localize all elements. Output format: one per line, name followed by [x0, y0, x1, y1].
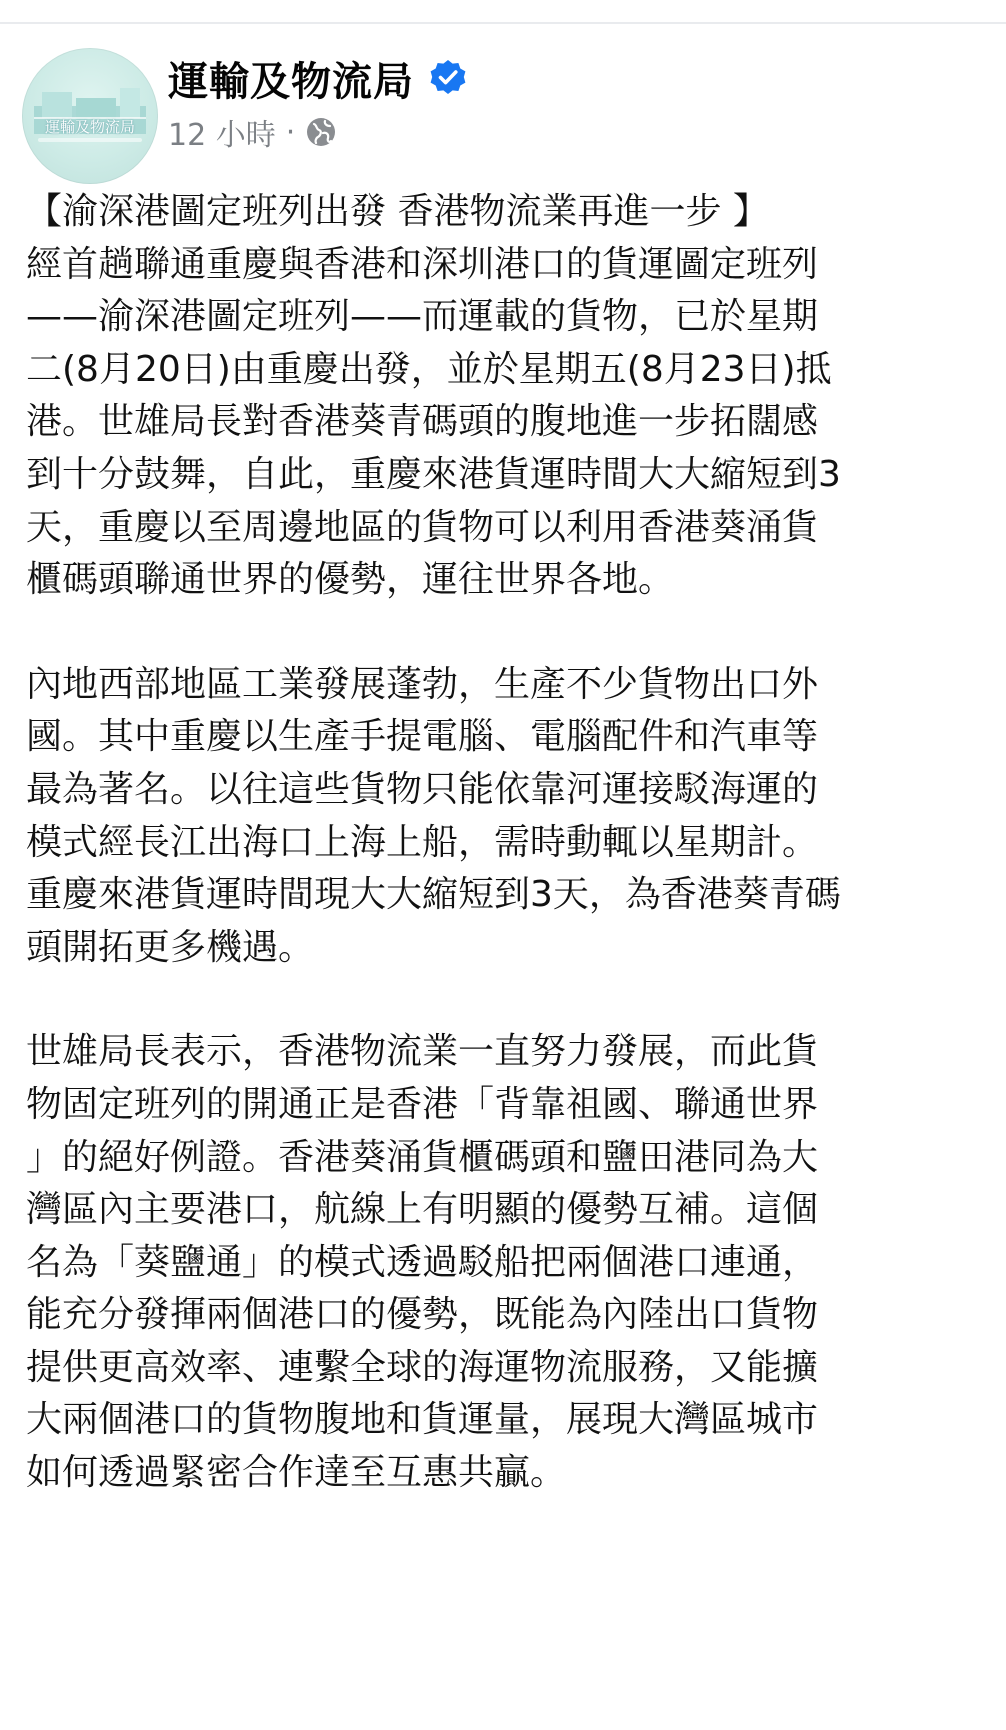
globe-icon[interactable] — [305, 116, 337, 148]
verified-badge-icon — [428, 58, 468, 98]
post-body — [26, 186, 956, 1500]
avatar-label: 運輸及物流局 — [44, 118, 135, 136]
avatar-subtitle-bar — [38, 138, 142, 142]
avatar[interactable] — [22, 48, 158, 184]
post-paragraph-3: 世雄局長表示，香港物流業一直努力發展，而此貨 物固定班列的開通正是香港「背靠祖國、聯通世界 」的絕好例證。香港葵涌貨櫃碼頭和鹽田港同為大 灣區內主要港口，航線上有明顯的優勢互補。這個 名為「葵鹽通」的模式透過駁船把兩個港口連通， 能充分發揮兩個港口的優勢，既能為內陸出口貨物 提供更高效率、連繫全球的海運物流服務，又能擴 大兩個港口的貨物腹地和貨運量，展現大灣區城市 如何透過緊密合作達至互惠共贏。 — [26, 1031, 819, 1494]
post-time[interactable]: 12 小時 — [168, 118, 276, 153]
author-row — [168, 48, 468, 108]
post-meta — [168, 108, 337, 156]
post-paragraph-2: 內地西部地區工業發展蓬勃，生產不少貨物出口外 國。其中重慶以生產手提電腦、電腦配件和汽車等 最為著名。以往這些貨物只能依靠河運接駁海運的 模式經長江出海口上海上船，需時動輒以星期計。 重慶來港貨運時間現大大縮短到3天，為香港葵青碼 頭開拓更多機遇。 — [26, 663, 841, 968]
page-name[interactable]: 運輸及物流局 — [168, 58, 414, 105]
meta-separator: · — [285, 114, 296, 150]
top-divider — [0, 0, 1006, 24]
post-paragraph-1: 【渝深港圖定班列出發 香港物流業再進一步 】 經首趟聯通重慶與香港和深圳港口的貨運圖定班列 ——渝深港圖定班列——而運載的貨物，已於星期 二(8月20日)由重慶出發，並於星期五(8月23日)抵 港。世雄局長對香港葵青碼頭的腹地進一步拓闊感 到十分鼓舞，自此，重慶來港貨運時間大大縮短到3 天，重慶以至周邊地區的貨物可以利用香港葵涌貨 櫃碼頭聯通世界的優勢，運往世界各地。 — [26, 191, 841, 601]
post-header — [22, 44, 982, 184]
